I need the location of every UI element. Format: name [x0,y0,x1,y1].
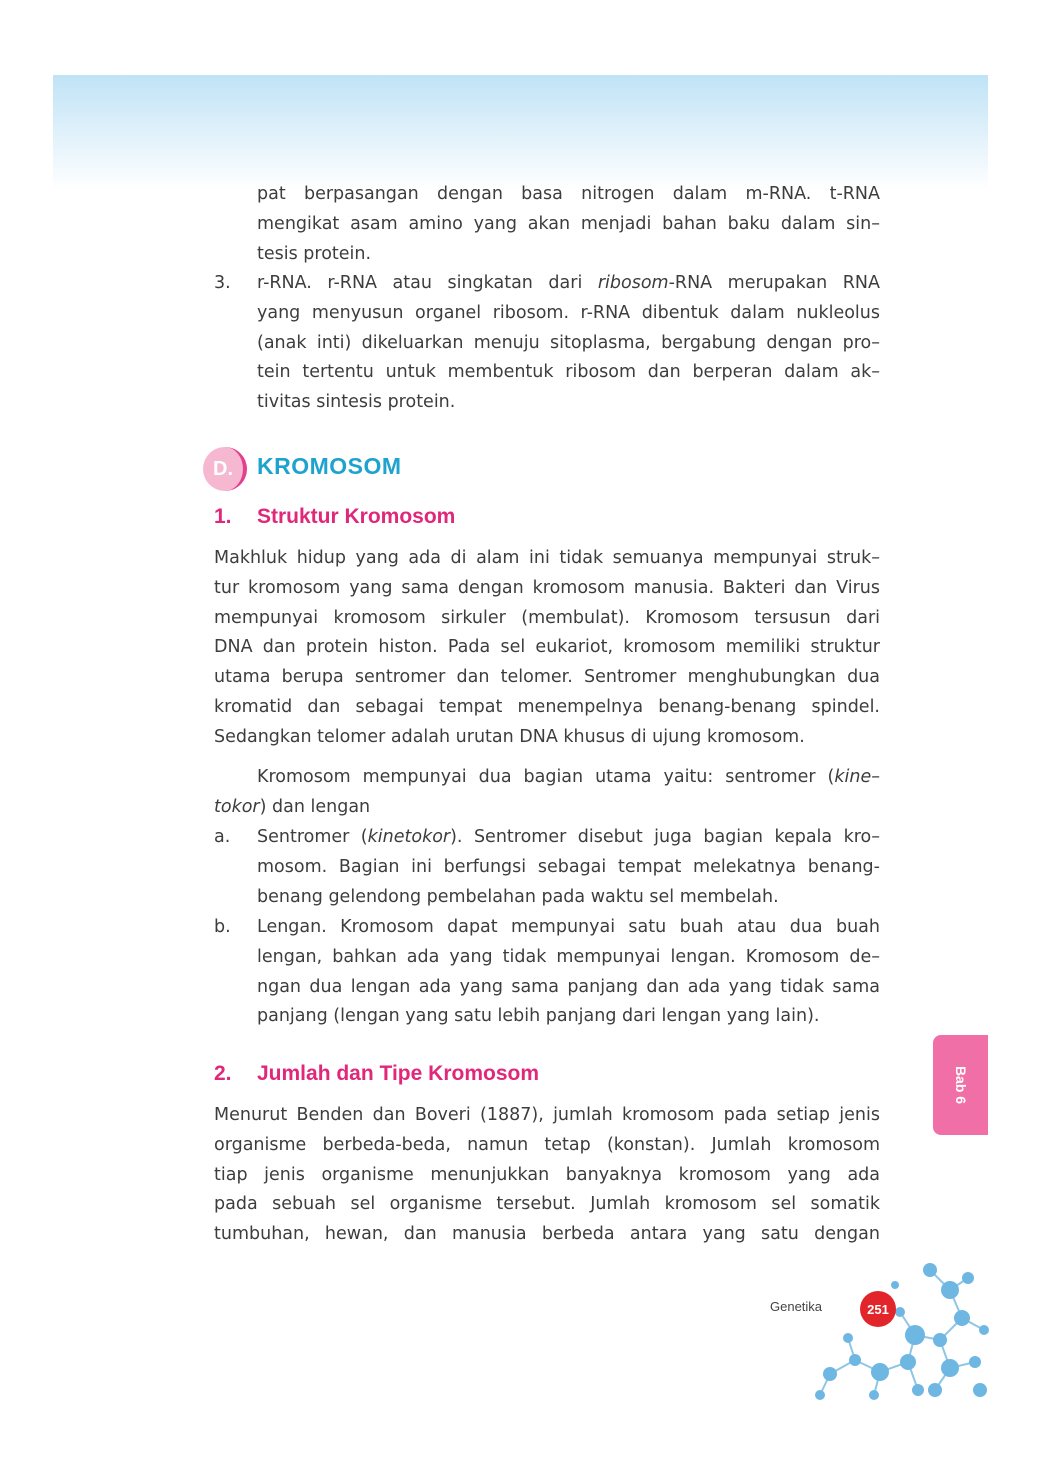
text-line: tivitas sintesis protein. [257,392,456,413]
text-line: mempunyai kromosom sirkuler (membulat). Kromosom tersusun dari [214,607,880,628]
text-line: tokor) dan lengan [214,796,371,817]
text-line: kromatid dan sebagai tempat menempelnya benang-benang spindel. [214,696,880,717]
text-line: DNA dan protein histon. Pada sel eukariot, kromosom memiliki struktur [214,637,880,658]
header-band [53,75,988,190]
text-line: lengan, bahkan ada yang tidak mempunyai lengan. Kromosom de– [257,946,880,967]
text-line: panjang (lengan yang satu lebih panjang dari lengan yang lain). [257,1006,820,1027]
footer-chapter-name: Genetika [770,1299,823,1314]
item-b-text [257,913,880,1032]
subheading-number: 2. [214,1062,232,1085]
text-line: pat berpasangan dengan basa nitrogen dalam m-RNA. t-RNA [257,184,880,204]
list-letter: b. [214,917,231,937]
text-line: utama berupa sentromer dan telomer. Sentromer menghubungkan dua [214,667,880,688]
text-line: Sedangkan telomer adalah urutan DNA khusus di ujung kromosom. [214,726,805,747]
text-line: tesis protein. [257,243,372,264]
text-line: Lengan. Kromosom dapat mempunyai satu buah atau dua buah [257,917,880,937]
text-line: tiap jenis organisme menunjukkan banyaknya kromosom yang ada [214,1164,880,1185]
text-line: yang menyusun organel ribosom. r-RNA dibentuk dalam nukleolus [257,302,880,323]
bagian-paragraph [214,763,880,823]
text-line: mengikat asam amino yang akan menjadi bahan baku dalam sin– [257,213,880,234]
page-number-badge: 251 [860,1291,896,1327]
struktur-paragraph [214,544,880,753]
item-3-text [257,269,880,418]
molecule-icon [800,1250,990,1405]
text-line: pada sebuah sel organisme tersebut. Jumlah kromosom sel somatik [214,1194,880,1215]
subheading-title: Struktur Kromosom [257,505,456,528]
subheading-title: Jumlah dan Tipe Kromosom [257,1062,539,1085]
text-line: Menurut Benden dan Boveri (1887), jumlah kromosom pada setiap jenis [214,1105,880,1125]
text-line: organisme berbeda-beda, namun tetap (konstan). Jumlah kromosom [214,1134,880,1155]
text-line: Makhluk hidup yang ada di alam ini tidak semuanya mempunyai struk– [214,548,880,568]
text-line: tur kromosom yang sama dengan kromosom manusia. Bakteri dan Virus [214,577,880,598]
chapter-tab [933,1035,988,1135]
list-number: 3. [214,273,231,293]
text-line: benang gelendong pembelahan pada waktu sel membelah. [257,886,779,907]
text-line: Sentromer (kinetokor). Sentromer disebut juga bagian kepala kro– [257,827,880,847]
continuation-paragraph [257,180,880,269]
text-line: (anak inti) dikeluarkan menuju sitoplasma, bergabung dengan pro– [257,332,880,353]
text-line: mosom. Bagian ini berfungsi sebagai tempat melekatnya benang- [257,856,880,877]
text-line: Kromosom mempunyai dua bagian utama yaitu: sentromer (kine– [257,767,880,787]
section-badge: D. [203,447,247,491]
text-line: tumbuhan, hewan, dan manusia berbeda antara yang satu dengan [214,1224,880,1245]
section-title: KROMOSOM [257,453,402,479]
text-line: tein tertentu untuk membentuk ribosom dan berperan dalam ak– [257,362,880,383]
subheading-number: 1. [214,505,232,528]
jumlah-paragraph [214,1101,880,1250]
text-line: r-RNA. r-RNA atau singkatan dari ribosom-RNA merupakan RNA [257,273,880,293]
chapter-tab-label: Bab 6 [952,1065,969,1105]
list-letter: a. [214,827,231,847]
item-a-text [257,823,880,912]
text-line: ngan dua lengan ada yang sama panjang dan ada yang tidak sama [257,976,880,997]
